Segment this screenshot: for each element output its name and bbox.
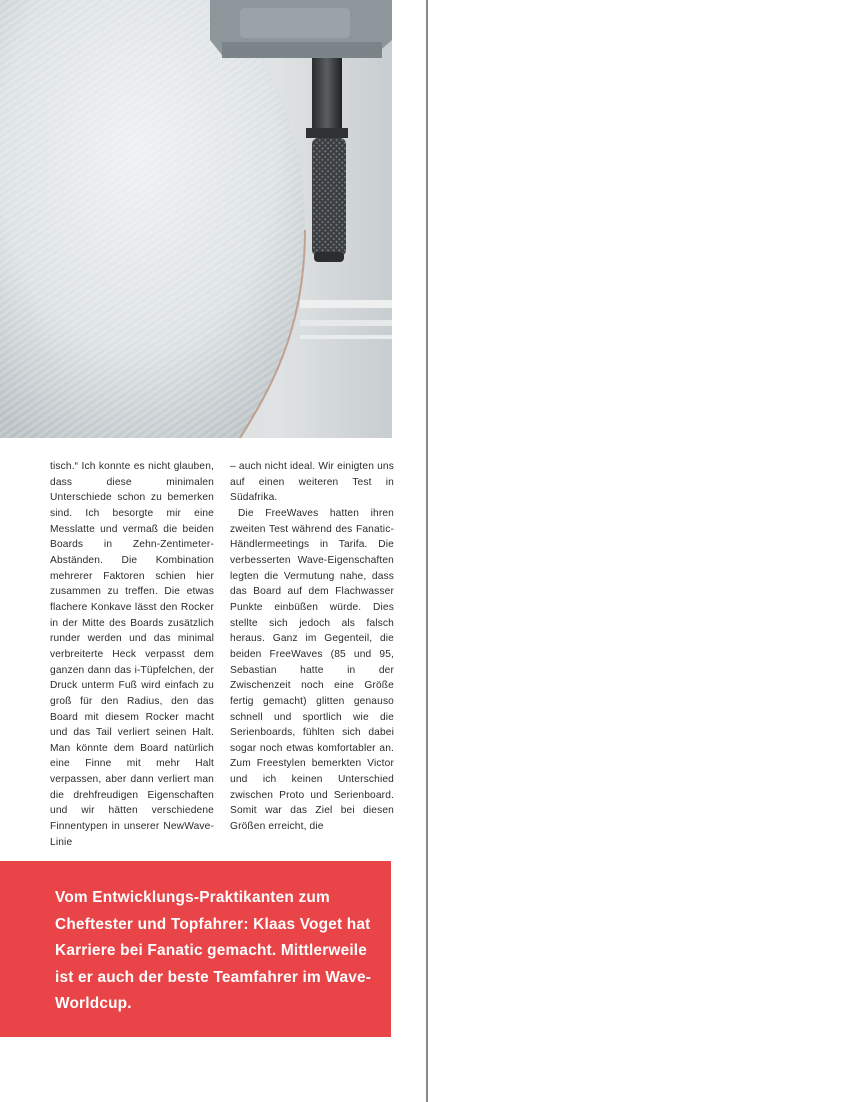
article-column-right (230, 459, 394, 835)
pull-quote-box (0, 861, 391, 1037)
pull-quote-text: Vom Entwicklungs-Praktikanten zum Cheftester und Topfahrer: Klaas Voget hat Karriere bei Fanatic gemacht. Mittlerweile ist er auch der beste Teamfahrer im Wave-Worldcup. (55, 889, 372, 1013)
surfboard-milling-photo (0, 0, 392, 438)
article-paragraph: tisch.“ Ich konnte es nicht glauben, dass diese minimalen Unterschiede schon zu bemerken sind. Ich besorgte mir eine Messlatte und vermaß die beiden Boards in Zehn-Zentimeter-Abständen. Die Kombination mehrerer Faktoren schien hier zusammen zu treffen. Die etwas flachere Konkave lässt den Rocker in der Mitte des Boards zusätzlich runder werden und das minimal verbreiterte Heck verpasst dem ganzen dann das i-Tüpfelchen, der Druck unterm Fuß wird einfach zu groß für den Radius, den das Board mit diesem Rocker macht und das Tail verliert seinen Halt. Man könnte dem Board natürlich eine Finne mit mehr Halt verpassen, aber dann verliert man die drehfreudigen Eigenschaften und wir hätten verschiedene Finnentypen in unserer NewWave-Linie (50, 461, 214, 848)
article-column-left (50, 459, 214, 850)
article-paragraph: Die FreeWaves hatten ihren zweiten Test während des Fanatic-Händlermeetings in Tarifa. Die verbesserten Wave-Eigenschaften legten die Vermutung nahe, dass das Board auf dem Flachwasser Punkte einbüßen würde. Dies stellte sich jedoch als falsch heraus. Ganz im Gegenteil, die beiden FreeWaves (85 und 95, Sebastian hatte in der Zwischenzeit noch eine Größe fertig gemacht) glitten genauso schnell und sportlich wie die Serienboards, fühlten sich dabei sogar noch etwas komfortabler an. Zum Freestylen bemerkten Victor und ich keinen Unterschied zwischen Proto und Serienboard. Somit war das Ziel bei diesen Größen erreicht, die (230, 507, 394, 833)
article-paragraph: – auch nicht ideal. Wir einigten uns auf einen weiteren Test in Südafrika. (230, 461, 394, 504)
page-divider-line (426, 0, 428, 1102)
